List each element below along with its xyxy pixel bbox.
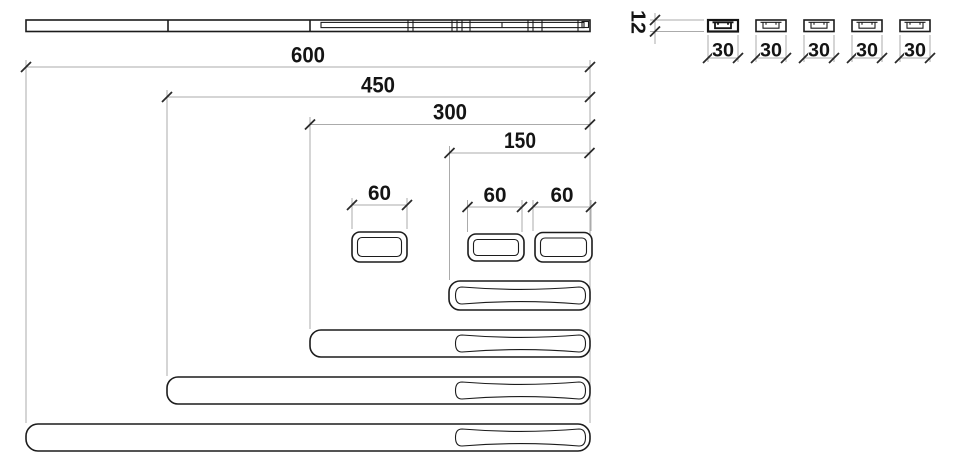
- top-view-bar: [26, 20, 590, 32]
- handle-60-1: [352, 232, 407, 262]
- dim-label-150: 150: [504, 128, 536, 153]
- handle-450: [167, 377, 590, 404]
- cross-section-1: [708, 20, 738, 32]
- cross-section-2: [756, 20, 786, 32]
- handle-60-2: [468, 234, 524, 261]
- dim-label-60-2: 60: [483, 184, 507, 207]
- dimension-labels: [291, 10, 926, 207]
- handle-150: [449, 281, 590, 310]
- dim-label-300: 300: [433, 99, 467, 125]
- dim-label-450: 450: [361, 72, 395, 98]
- dim-label-30-1: 30: [712, 39, 735, 62]
- dim-label-30-3: 30: [808, 39, 831, 62]
- handle-600: [26, 424, 590, 451]
- cross-section-4: [852, 20, 882, 32]
- cross-section-3: [804, 20, 834, 32]
- section-height-dimension: [650, 13, 704, 44]
- dim-label-30-4: 30: [856, 39, 879, 62]
- handle-60-3: [535, 233, 592, 263]
- dim-label-30-5: 30: [904, 39, 927, 62]
- dim-label-60-1: 60: [368, 182, 391, 205]
- dim-label-600: 600: [291, 42, 325, 68]
- cross-section-5: [900, 20, 930, 32]
- dim-label-12: 12: [626, 10, 649, 33]
- dim-label-60-3: 60: [550, 184, 574, 207]
- handle-300: [310, 330, 590, 357]
- cross-sections: [708, 20, 930, 32]
- dim-label-30-2: 30: [760, 39, 783, 62]
